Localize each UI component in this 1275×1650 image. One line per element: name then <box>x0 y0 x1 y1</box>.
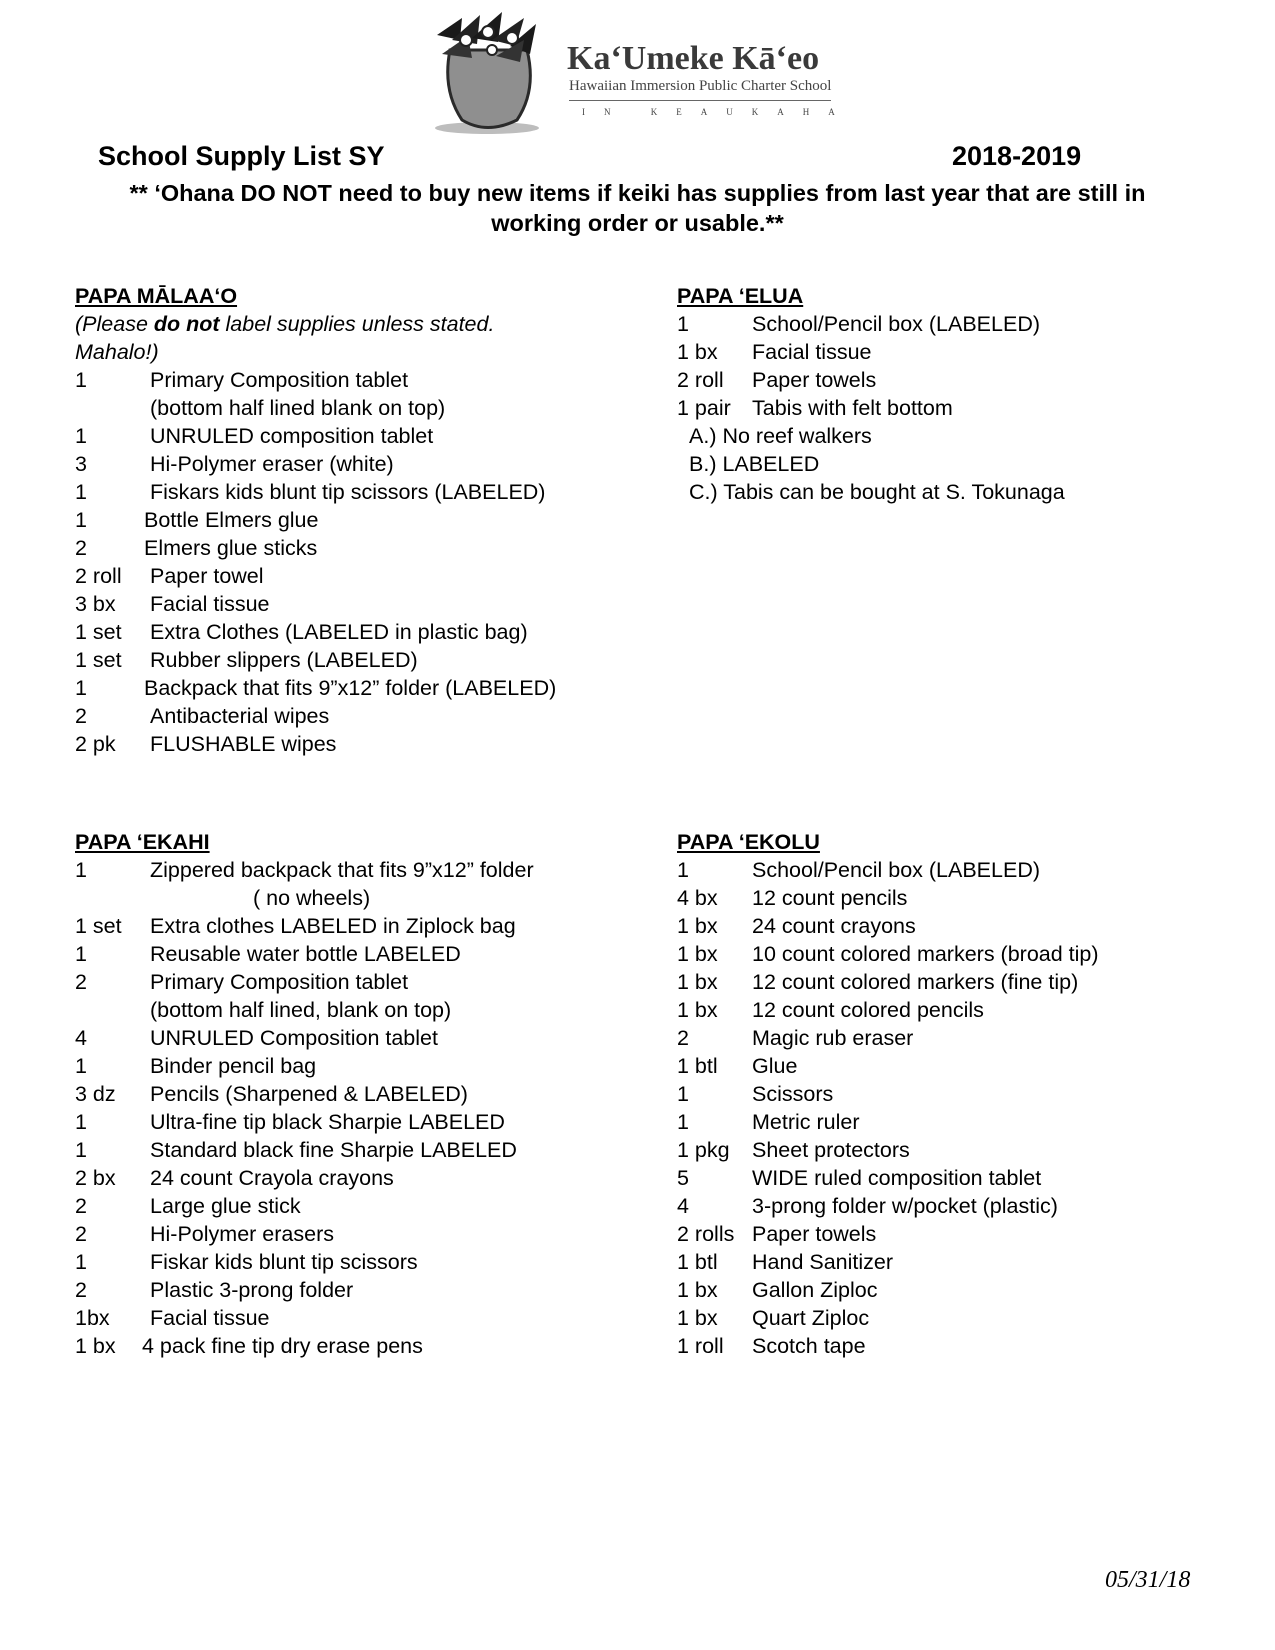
item-qty: 1 set <box>75 914 122 938</box>
item-qty: 2 <box>75 970 87 994</box>
item-desc: Large glue stick <box>150 1194 301 1218</box>
item-qty: 2 <box>75 1194 87 1218</box>
section-ekolu <box>677 828 1099 1360</box>
item-desc: Magic rub eraser <box>752 1026 914 1050</box>
item-qty: 1 set <box>75 620 122 644</box>
item-desc: Extra clothes LABELED in Ziplock bag <box>150 914 516 938</box>
item-qty: 1 <box>75 480 87 504</box>
item-desc: Fiskar kids blunt tip scissors <box>150 1250 418 1274</box>
list-item <box>677 1332 1099 1360</box>
item-desc: Facial tissue <box>150 1306 270 1330</box>
list-item <box>677 1080 1099 1108</box>
item-desc: 12 count pencils <box>752 886 908 910</box>
list-item <box>75 1136 534 1164</box>
item-qty: 5 <box>677 1166 689 1190</box>
intro-text: label supplies unless stated. <box>219 312 495 336</box>
item-desc: Antibacterial wipes <box>150 704 330 728</box>
item-qty: 1 <box>75 424 87 448</box>
item-qty: 1 bx <box>677 1306 718 1330</box>
list-item <box>75 506 556 534</box>
item-desc: Glue <box>752 1054 798 1078</box>
item-qty: 1 <box>75 858 87 882</box>
list-item <box>75 1248 534 1276</box>
item-desc: Metric ruler <box>752 1110 860 1134</box>
item-continuation: ( no wheels) <box>253 886 371 910</box>
page-title: School Supply List SY <box>98 141 385 171</box>
list-item <box>677 996 1099 1024</box>
item-qty: 1 <box>75 1250 87 1274</box>
list-item <box>75 1276 534 1304</box>
section-heading: PAPA MĀLAA‘O <box>75 284 238 308</box>
umeke-bowl-logo-icon <box>432 10 572 140</box>
item-desc: Quart Ziploc <box>752 1306 870 1330</box>
item-qty: 1 bx <box>677 914 718 938</box>
item-qty: 1 btl <box>677 1250 718 1274</box>
item-desc: Tabis with felt bottom <box>752 396 953 420</box>
item-desc: Rubber slippers (LABELED) <box>150 648 418 672</box>
item-desc: 12 count colored pencils <box>752 998 984 1022</box>
item-qty: 1 <box>75 1110 87 1134</box>
list-item <box>75 534 556 562</box>
list-item <box>75 450 556 478</box>
list-item <box>677 1052 1099 1080</box>
ohana-note <box>60 178 1215 238</box>
item-qty: 2 <box>75 704 87 728</box>
list-item <box>75 856 534 884</box>
item-desc: Scissors <box>752 1082 834 1106</box>
item-qty: 2 <box>75 1222 87 1246</box>
item-qty: 1 <box>75 1138 87 1162</box>
item-qty: 1 <box>75 942 87 966</box>
org-subtitle: Hawaiian Immersion Public Charter School <box>569 78 832 94</box>
item-qty: 1 set <box>75 648 122 672</box>
list-item <box>677 1304 1099 1332</box>
school-logo <box>432 10 852 140</box>
section-heading: PAPA ‘ELUA <box>677 284 804 308</box>
item-desc: Plastic 3-prong folder <box>150 1278 354 1302</box>
item-qty: 3 bx <box>75 592 116 616</box>
item-desc: 10 count colored markers (broad tip) <box>752 942 1099 966</box>
list-item <box>677 1164 1099 1192</box>
item-continuation: (bottom half lined blank on top) <box>150 396 446 420</box>
list-item <box>75 1332 534 1360</box>
list-item <box>677 856 1099 884</box>
list-item <box>75 1024 534 1052</box>
sub-item: A.) No reef walkers <box>689 424 872 448</box>
item-qty: 2 rolls <box>677 1222 735 1246</box>
org-name: Ka‘Umeke Kā‘eo <box>567 40 820 77</box>
list-item <box>677 940 1099 968</box>
sub-item: B.) LABELED <box>689 452 820 476</box>
list-item <box>75 618 556 646</box>
item-qty: 1 roll <box>677 1334 724 1358</box>
list-item <box>75 1304 534 1332</box>
item-qty: 1 <box>677 312 689 336</box>
item-desc: Paper towel <box>150 564 264 588</box>
item-desc: 3-prong folder w/pocket (plastic) <box>752 1194 1058 1218</box>
section-elua <box>677 282 1065 506</box>
list-item <box>677 884 1099 912</box>
item-qty: 4 <box>677 1194 689 1218</box>
revision-date: 05/31/18 <box>1105 1567 1191 1593</box>
logo-divider <box>569 100 831 101</box>
item-desc: Paper towels <box>752 368 877 392</box>
list-item <box>677 1276 1099 1304</box>
note-line-2: working order or usable.** <box>491 210 784 236</box>
section-ekahi <box>75 828 534 1360</box>
item-qty: 2 roll <box>677 368 724 392</box>
list-item <box>677 912 1099 940</box>
list-item <box>677 394 1065 422</box>
item-continuation: (bottom half lined, blank on top) <box>150 998 452 1022</box>
section-heading: PAPA ‘EKOLU <box>677 830 820 854</box>
list-item <box>75 562 556 590</box>
item-desc: Ultra-fine tip black Sharpie LABELED <box>150 1110 505 1134</box>
list-item <box>677 1192 1099 1220</box>
item-qty: 2 bx <box>75 1166 116 1190</box>
list-item <box>75 968 534 996</box>
item-desc: 12 count colored markers (fine tip) <box>752 970 1079 994</box>
item-desc: Extra Clothes (LABELED in plastic bag) <box>150 620 528 644</box>
section-intro-end: Mahalo!) <box>75 340 159 364</box>
list-item <box>75 940 534 968</box>
item-qty: 1 <box>677 1110 689 1134</box>
list-item <box>75 702 556 730</box>
item-qty: 1 <box>75 676 87 700</box>
item-desc: Facial tissue <box>150 592 270 616</box>
list-item <box>677 968 1099 996</box>
item-qty: 4 bx <box>677 886 718 910</box>
item-desc: Backpack that fits 9”x12” folder (LABELED) <box>144 676 557 700</box>
item-desc: Hand Sanitizer <box>752 1250 894 1274</box>
note-line-1: ** ‘Ohana DO NOT need to buy new items if keiki has supplies from last year that are still in <box>129 180 1146 206</box>
item-qty: 2 <box>677 1026 689 1050</box>
section-malaao <box>75 282 556 758</box>
item-desc: Hi-Polymer erasers <box>150 1222 334 1246</box>
item-desc: Scotch tape <box>752 1334 866 1358</box>
item-desc: Elmers glue sticks <box>144 536 318 560</box>
item-desc: Bottle Elmers glue <box>144 508 319 532</box>
item-desc: Paper towels <box>752 1222 877 1246</box>
list-item <box>677 1220 1099 1248</box>
item-qty: 1 <box>677 1082 689 1106</box>
list-item <box>677 1248 1099 1276</box>
item-qty: 1 <box>75 368 87 392</box>
item-desc: UNRULED composition tablet <box>150 424 434 448</box>
item-qty: 2 <box>75 536 87 560</box>
item-desc: Hi-Polymer eraser (white) <box>150 452 394 476</box>
item-desc: Fiskars kids blunt tip scissors (LABELED) <box>150 480 546 504</box>
list-item <box>75 1164 534 1192</box>
item-qty: 1 bx <box>677 942 718 966</box>
item-desc: Primary Composition tablet <box>150 970 409 994</box>
item-desc: Facial tissue <box>752 340 872 364</box>
intro-emphasis: do not <box>153 312 220 336</box>
item-desc: 24 count crayons <box>752 914 916 938</box>
org-place: IN KEAUKAHA <box>582 107 854 117</box>
list-item <box>75 366 556 394</box>
item-desc: Primary Composition tablet <box>150 368 409 392</box>
item-qty: 2 roll <box>75 564 122 588</box>
school-year: 2018-2019 <box>952 141 1082 171</box>
list-item <box>75 1108 534 1136</box>
item-qty: 1 btl <box>677 1054 718 1078</box>
item-desc: Standard black fine Sharpie LABELED <box>150 1138 517 1162</box>
item-qty: 1 bx <box>677 970 718 994</box>
item-qty: 1 bx <box>677 340 718 364</box>
list-item <box>677 338 1065 366</box>
list-item <box>75 1192 534 1220</box>
item-qty: 1 bx <box>677 1278 718 1302</box>
item-desc: Reusable water bottle LABELED <box>150 942 461 966</box>
item-qty: 2 pk <box>75 732 116 756</box>
item-qty: 1bx <box>75 1306 110 1330</box>
item-desc: Zippered backpack that fits 9”x12” folder <box>150 858 534 882</box>
item-qty: 1 <box>75 508 87 532</box>
item-qty: 1 <box>75 1054 87 1078</box>
intro-text: (Please <box>75 312 154 336</box>
item-desc: 24 count Crayola crayons <box>150 1166 394 1190</box>
item-desc: WIDE ruled composition tablet <box>752 1166 1042 1190</box>
item-desc: UNRULED Composition tablet <box>150 1026 438 1050</box>
section-heading: PAPA ‘EKAHI <box>75 830 210 854</box>
sub-item: C.) Tabis can be bought at S. Tokunaga <box>689 480 1065 504</box>
list-item <box>75 674 556 702</box>
item-desc: Binder pencil bag <box>150 1054 317 1078</box>
item-desc: Pencils (Sharpened & LABELED) <box>150 1082 468 1106</box>
list-item <box>677 1136 1099 1164</box>
item-qty: 1 pair <box>677 396 731 420</box>
list-item <box>677 366 1065 394</box>
item-desc: Sheet protectors <box>752 1138 910 1162</box>
item-qty: 1 pkg <box>677 1138 730 1162</box>
list-item <box>75 1220 534 1248</box>
list-item <box>75 646 556 674</box>
item-qty: 3 dz <box>75 1082 116 1106</box>
item-qty: 4 <box>75 1026 87 1050</box>
list-item <box>75 422 556 450</box>
list-item <box>677 310 1065 338</box>
item-qty: 1 <box>677 858 689 882</box>
list-item <box>677 1024 1099 1052</box>
item-desc: Gallon Ziploc <box>752 1278 878 1302</box>
item-desc: 4 pack fine tip dry erase pens <box>142 1334 423 1358</box>
section-intro <box>75 310 556 338</box>
list-item <box>75 912 534 940</box>
item-qty: 1 bx <box>677 998 718 1022</box>
item-qty: 3 <box>75 452 87 476</box>
list-item <box>75 1080 534 1108</box>
list-item <box>677 1108 1099 1136</box>
item-desc: School/Pencil box (LABELED) <box>752 858 1041 882</box>
item-qty: 1 bx <box>75 1334 116 1358</box>
list-item <box>75 478 556 506</box>
list-item <box>75 1052 534 1080</box>
item-desc: School/Pencil box (LABELED) <box>752 312 1041 336</box>
list-item <box>75 590 556 618</box>
item-desc: FLUSHABLE wipes <box>150 732 337 756</box>
list-item <box>75 730 556 758</box>
item-qty: 2 <box>75 1278 87 1302</box>
